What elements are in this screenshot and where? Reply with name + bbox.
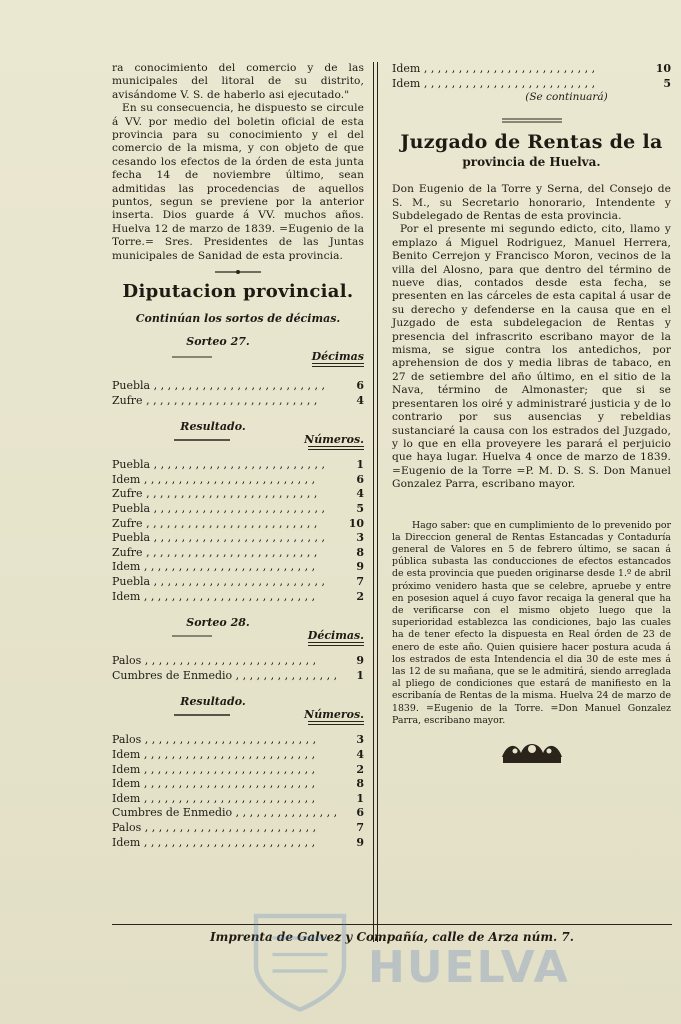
right-column	[392, 62, 671, 769]
list-item-value: 6	[356, 806, 364, 820]
double-rule	[308, 446, 364, 450]
list-item	[112, 792, 364, 807]
list-item-value: 4	[356, 393, 364, 407]
sorteo-28-results	[112, 733, 364, 850]
list-item	[112, 777, 364, 792]
sorteo-27-col-header	[112, 350, 364, 363]
numeros-label: Números.	[304, 708, 364, 722]
list-item	[112, 654, 364, 669]
list-item	[112, 546, 364, 561]
list-item-value: 6	[356, 379, 364, 393]
sorteo-27-result-col-header	[112, 433, 364, 446]
list-item	[112, 575, 364, 590]
list-item-name: Cumbres de Enmedio , , , , , , , , , , , , , , , , , , , , , , , , ,	[112, 806, 340, 821]
list-item-name: Idem , , , , , , , , , , , , , , , , , , , , , , , , ,	[112, 836, 340, 851]
sorteo-28-result-title: Resultado.	[180, 695, 246, 709]
ornament-rule	[502, 117, 562, 123]
list-item	[392, 62, 671, 77]
list-item-name: Idem , , , , , , , , , , , , , , , , , , , , , , , , ,	[112, 560, 340, 575]
list-item-name: Idem , , , , , , , , , , , , , , , , , , , , , , , , ,	[112, 792, 340, 807]
short-rule	[172, 354, 212, 360]
list-item-name: Zufre , , , , , , , , , , , , , , , , , , , , , , , , ,	[112, 546, 340, 561]
list-item	[112, 821, 364, 836]
list-item-name: Puebla , , , , , , , , , , , , , , , , , , , , , , , , ,	[112, 531, 340, 546]
sorteo-27-list	[112, 379, 364, 408]
imprint-footer: Imprenta de Galvez y Compañía, calle de Arza núm. 7.	[210, 930, 574, 944]
list-item	[112, 836, 364, 851]
list-item-value: 2	[356, 762, 364, 776]
intro-paragraph-2: En su consecuencia, he dispuesto se circule á VV. por medio del boletin oficial de esta provincia para su conocimiento y el del comercio de la misma, y con objeto de que cesando los efectos de la órden de esta junta fecha 14 de noviembre último, sean admitidas las procedencias de aquellos puntos, segun se previene por la anterior inserta. Dios guarde á VV. muchos años. Huelva 12 de marzo de 1839. =Eugenio de la Torre.= Sres. Presidentes de las Juntas municipales de Sanidad de esta provincia.	[112, 102, 364, 262]
list-item	[112, 590, 364, 605]
list-item-name: Zufre , , , , , , , , , , , , , , , , , , , , , , , , ,	[112, 517, 340, 532]
list-item-value: 7	[356, 575, 364, 589]
list-item	[112, 733, 364, 748]
list-item	[392, 77, 671, 92]
section-title-diputacion: Diputacion provincial.	[122, 281, 354, 303]
double-rule	[308, 721, 364, 725]
list-item-value: 9	[356, 654, 364, 668]
list-item-value: 3	[356, 733, 364, 747]
list-item	[112, 487, 364, 502]
list-item-name: Palos , , , , , , , , , , , , , , , , , , , , , , , , ,	[112, 733, 340, 748]
list-item-value: 10	[655, 62, 671, 75]
short-rule	[172, 633, 212, 639]
list-item-value: 1	[356, 791, 364, 805]
list-item-name: Palos , , , , , , , , , , , , , , , , , , , , , , , , ,	[112, 654, 340, 669]
column-divider-inner	[377, 62, 378, 942]
list-item-value: 8	[356, 545, 364, 559]
decimas-label: Décimas.	[307, 629, 364, 643]
list-item-value: 9	[356, 835, 364, 849]
list-item-name: Idem , , , , , , , , , , , , , , , , , , , , , , , , ,	[112, 748, 340, 763]
list-item-name: Palos , , , , , , , , , , , , , , , , , , , , , , , , ,	[112, 821, 340, 836]
short-rule	[174, 712, 230, 718]
floral-vignette-icon	[497, 737, 567, 769]
list-item-value: 5	[663, 76, 671, 90]
list-item	[112, 806, 364, 821]
section-subtitle-sorteos: Continúan los sortos de décimas.	[135, 312, 341, 326]
ornament-rule	[215, 269, 261, 275]
list-item-name: Puebla , , , , , , , , , , , , , , , , , , , , , , , , ,	[112, 502, 340, 517]
list-item-name: Idem , , , , , , , , , , , , , , , , , , , , , , , , ,	[112, 590, 340, 605]
decimas-label: Décimas	[311, 350, 364, 364]
sorteo-28-result-col-header	[112, 708, 364, 721]
short-rule	[174, 437, 230, 443]
sorteo-27-title: Sorteo 27.	[186, 335, 250, 349]
library-shield-stamp-icon	[245, 905, 355, 1015]
notice-body: Hago saber: que en cumplimiento de lo prevenido por la Direccion general de Rentas Estancadas y Contaduría general de Valores en 5 de febrero último, se sacan á pública subasta las conducciones de efectos estancados de esta provincia que pueden originarse desde 1.º de abril próximo venidero hasta que se celebre, apruebe y entre en posesion aquel á cuyo favor recaiga la general que ha de verificarse con el mismo objeto luego que la superioridad establezca las condiciones, bajo las cuales ha de tener efecto la dispuesta en Real órden de 23 de enero de este año. Quien quisiere hacer postura acuda á los estrados de esta Intendencia el dia 30 de este mes á las 12 de su mañana, que se le admitirá, siendo arreglada al pliego de condiciones que estará de manifiesto en la escribanía de Rentas de la misma. Huelva 24 de marzo de 1839. =Eugenio de la Torre. =Don Manuel Gonzalez Parra, escribano mayor.	[392, 519, 671, 726]
list-item-name: Puebla , , , , , , , , , , , , , , , , , , , , , , , , ,	[112, 575, 340, 590]
list-item-name: Cumbres de Enmedio , , , , , , , , , , , , , , , , , , , , , , , , ,	[112, 669, 340, 684]
list-item-value: 4	[356, 487, 364, 501]
list-item	[112, 748, 364, 763]
list-item-value: 8	[356, 777, 364, 791]
sorteo-28-list	[112, 654, 364, 683]
list-item-name: Idem , , , , , , , , , , , , , , , , , , , , , , , , ,	[112, 777, 340, 792]
section-title-juzgado: Juzgado de Rentas de la	[400, 131, 663, 154]
list-item-name: Idem , , , , , , , , , , , , , , , , , , , , , , , , ,	[112, 473, 340, 488]
footer-rule	[112, 924, 672, 925]
list-item-value: 2	[356, 589, 364, 603]
list-item-name: Zufre , , , , , , , , , , , , , , , , , , , , , , , , ,	[112, 394, 340, 409]
list-item	[112, 379, 364, 394]
continued-list	[392, 62, 671, 91]
left-column	[112, 62, 364, 850]
list-item-value: 6	[356, 472, 364, 486]
list-item	[112, 458, 364, 473]
list-item-value: 5	[356, 502, 364, 516]
list-item-value: 7	[356, 820, 364, 834]
list-item-name: Zufre , , , , , , , , , , , , , , , , , , , , , , , , ,	[112, 487, 340, 502]
double-rule	[308, 642, 364, 646]
list-item	[112, 394, 364, 409]
intro-paragraph-1: ra conocimiento del comercio y de las municipales del litoral de su distrito, avisándome V. S. de haberlo asi ejecutado."	[112, 62, 364, 101]
list-item-name: Idem , , , , , , , , , , , , , , , , , , , , , , , , ,	[392, 77, 647, 92]
column-divider	[373, 62, 374, 942]
sorteo-27-results	[112, 458, 364, 604]
list-item	[112, 473, 364, 488]
section-subtitle-huelva: provincia de Huelva.	[462, 155, 601, 170]
list-item	[112, 560, 364, 575]
list-item	[112, 517, 364, 532]
numeros-label: Números.	[304, 433, 364, 447]
sorteo-28-col-header	[112, 629, 364, 642]
to-be-continued: (Se continuará)	[525, 91, 608, 104]
edict-body: Por el presente mi segundo edicto, cito, llamo y emplazo á Miguel Rodriguez, Manuel Herrera, Benito Cerrejon y Francisco Moron, vecinos de la villa del Alosno, para que dentro del término de nueve dias, contados desde esta fecha, se presenten en las cárceles de esta capital á usar de su derecho y defenderse en la causa que en el Juzgado de esta subdelegacion de Rentas y presencia del infrascrito escribano mayor de la misma, se sigue contra los antedichos, por aprehension de dos y media libras de tabaco, en 27 de setiembre del año último, en el sitio de la Nava, término de Almonaster; que si se presentaren los oiré y administraré justicia y de lo contrario por sus ausencias y rebeldias sustanciaré la causa con los estrados del Juzgado, y lo que en ella proveyere les parará el perjuicio que haya lugar. Huelva 4 once de marzo de 1839. =Eugenio de la Torre =P. M. D. S. S. Don Manuel Gonzalez Parra, escribano mayor.	[392, 223, 671, 491]
list-item	[112, 531, 364, 546]
list-item-value: 9	[356, 560, 364, 574]
double-rule	[312, 363, 364, 367]
huelva-watermark: HUELVA	[368, 942, 570, 993]
sorteo-28-title: Sorteo 28.	[186, 616, 250, 630]
list-item-name: Idem , , , , , , , , , , , , , , , , , , , , , , , , ,	[112, 763, 340, 778]
list-item-value: 4	[356, 748, 364, 761]
list-item-value: 1	[356, 668, 364, 682]
list-item-value: 3	[356, 531, 364, 545]
list-item-name: Puebla , , , , , , , , , , , , , , , , , , , , , , , , ,	[112, 379, 340, 394]
list-item	[112, 502, 364, 517]
list-item	[112, 763, 364, 778]
list-item	[112, 669, 364, 684]
list-item-name: Puebla , , , , , , , , , , , , , , , , , , , , , , , , ,	[112, 458, 340, 473]
list-item-value: 10	[348, 516, 364, 530]
list-item-value: 1	[356, 458, 364, 472]
list-item-name: Idem , , , , , , , , , , , , , , , , , , , , , , , , ,	[392, 62, 647, 77]
edict-header: Don Eugenio de la Torre y Serna, del Consejo de S. M., su Secretario honorario, Intendente y Subdelegado de Rentas de esta provincia.	[392, 183, 671, 222]
sorteo-27-result-title: Resultado.	[180, 420, 246, 434]
